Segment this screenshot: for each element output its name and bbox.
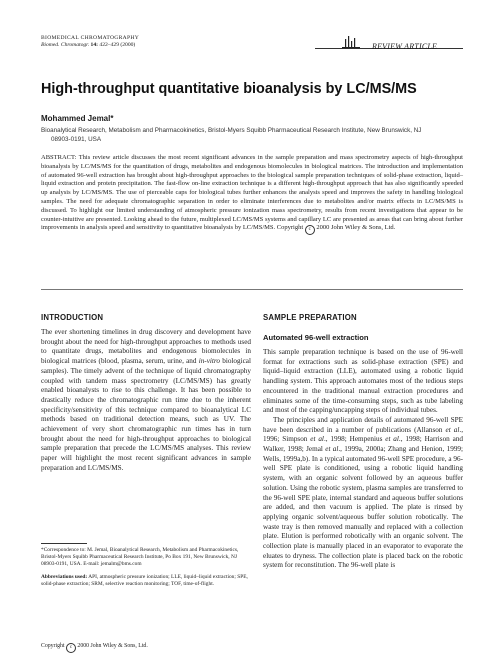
sample-prep-body xyxy=(263,348,463,571)
introduction-paragraph xyxy=(41,328,251,474)
copyright-footer-text: 2000 John Wiley & Sons, Ltd. xyxy=(77,643,148,649)
journal-header xyxy=(41,35,139,49)
sample-prep-paragraph-1: This sample preparation technique is based on the use of 96-well format for extractions such as solid-phase extraction (SPE) and liquid–liquid extraction (LLE), automated using a robotic liquid handling system. This approach automates most of the tedious steps encountered in the traditional manual extraction procedures and eliminates some of the time-consuming steps, such as tube labeling and most of the capping/uncapping steps of individual tubes. xyxy=(263,348,463,415)
affiliation-line-2: 08903-0191, USA xyxy=(51,135,102,143)
correspondence-text: *Correspondence to: M. Jemal, Bioanalytical Research, Metabolism and Pharmacokinetics, Bristol-Myers Squibb Pharmaceutical Research Institute, Po Box 191, New Brunswick, NJ 08903-0191, USA. xyxy=(41,547,239,568)
sp-etal-4: et al xyxy=(325,445,339,454)
intro-text-a: The ever shortening timelines in drug discovery and development have brought about the need for high-throughput approaches to methods used to quantitate drugs, metabolites and endogenous biomolecules in biological matrices (blood, plasma, serum, urine, and xyxy=(41,328,251,366)
sp-etal-2: et al xyxy=(310,435,324,444)
introduction-heading: INTRODUCTION xyxy=(41,313,104,322)
sp-text-d: ., 1998; Harrison and Walker, 1998; Jemal xyxy=(263,435,464,454)
abbreviations-label: Abbreviations used: xyxy=(41,573,88,580)
author-name: Mohammed Jemal* xyxy=(41,114,114,123)
journal-citation xyxy=(41,42,139,49)
sample-prep-heading: SAMPLE PREPARATION xyxy=(263,313,357,322)
sample-prep-subheading: Automated 96-well extraction xyxy=(263,333,369,342)
abbreviations-text: API, atmospheric pressure ionization; LLE, liquid–liquid extraction; SPE, solid-phase extraction; SRM, selective reaction monitoring; TOF, time-of-flight. xyxy=(41,573,248,587)
intro-in-vitro: in-vitro xyxy=(198,357,221,366)
journal-logo-icon xyxy=(342,36,360,49)
paper-title: High-throughput quantitative bioanalysis by LC/MS/MS xyxy=(41,81,417,97)
abstract xyxy=(41,154,463,235)
copyright-word: Copyright xyxy=(41,643,65,649)
abstract-copyright: 2000 John Wiley & Sons, Ltd. xyxy=(316,224,396,232)
citation-volume: 14: xyxy=(90,42,98,48)
sp-text-b: ., 1996; Simpson xyxy=(263,425,463,444)
correspondence-email: E-mail: jemalm@bms.com xyxy=(83,561,142,568)
sp-text-a: The principles and application details of automated 96-well SPE have been described in a number of publications (Allanson xyxy=(263,415,463,434)
section-divider xyxy=(41,289,463,290)
footnotes xyxy=(41,547,251,588)
sample-prep-paragraph-2 xyxy=(263,416,463,571)
introduction-body xyxy=(41,328,251,474)
intro-text-b: biological samples). The timely advent of the technique of liquid chromatography coupled with tandem mass spectrometry (LC/MS/MS) has greatly enabled bioanalysts to rise to this challenge. It has been possible to drastically reduce the chromatographic run time due to the inherent specificity/sensitivity of this technique compared to bioanalytical LC methods based on traditional detection means, such as UV. The achievement of very short chromatographic run times has in turn brought about the need for high-throughput approaches to biological sample preparation that precede the LC/MS/MS analyses. This review paper will highlight the most recent significant advances in sample preparation and LC/MS/MS. xyxy=(41,357,251,472)
affiliation-line-1: Bioanalytical Research, Metabolism and Pharmacokinetics, Bristol-Myers Squibb Pharmaceutical Research Institute, New Brunswick, NJ xyxy=(41,127,422,134)
abbreviations-note xyxy=(41,574,251,588)
copyright-symbol-icon: c xyxy=(66,643,76,653)
copyright-footer xyxy=(41,643,148,653)
abstract-text: ABSTRACT: This review article discusses the most recent significant advances in the sample preparation and mass spectrometry aspects of high-throughput bioanalysis by LC/MS/MS for the quantitation of drugs, metabolites and endogenous biomolecules in biological matrices. The introduction and implementation of automated 96-well extraction has brought about high-throughput approaches to the biological sample preparation techniques of solid-phase extraction, liquid–liquid extraction and protein precipitation. The fast-flow on-line extraction technique is a different high-throughput approach that has also significantly speeded up analysis by LC/MS/MS. The use of pierceable caps for biological tubes further enhances the analysis speed and improves the safety in handling biological samples. The need for adequate chromatographic separation in order to eliminate interferences due to metabolites and/or matrix effects in LC/MS/MS is discussed. To highlight our limited understanding of atmospheric pressure ionization mass spectrometry, results from recent investigations that appear to be counter-intuitive are presented. Looking ahead to the future, multiplexed LC/MS/MS systems and capillary LC are presented as areas that can bring about further improvements in analysis speed and sensitivity to quantitative bioanalysis by LC/MS/MS. Copyright xyxy=(41,154,463,232)
article-type-label: REVIEW ARTICLE xyxy=(372,42,438,51)
citation-pages: 422–429 (2000) xyxy=(99,42,136,48)
citation-journal: Biomed. Chromatogr. xyxy=(41,42,90,48)
sp-text-c: ., 1998; Hempenius xyxy=(323,435,386,444)
sp-etal-1: et al xyxy=(445,425,460,434)
journal-name: BIOMEDICAL CHROMATOGRAPHY xyxy=(41,35,140,41)
copyright-symbol-icon: c xyxy=(305,225,315,235)
author-affiliation xyxy=(41,127,461,144)
sp-etal-3: et al xyxy=(385,435,399,444)
footnote-rule xyxy=(41,543,87,544)
sp-text-e: ., 1999a, 2000a; Zhang and Henion, 1999; Wells, 1999a,b). In a typical automated 96-well SPE procedure, a 96-well SPE plate is conditioned, using a robotic liquid handling system, with an organic solvent followed by an aqueous buffer solution. Using the robotic system, plasma samples are transferred to the 96-well SPE plate, internal standard and aqueous buffer solutions are added, and then vacuum is applied. The plate is rinsed by applying organic solvent/aqueous buffer solution robotically. The waste tray is then removed manually and replaced with a collection plate. Elution is performed robotically with an organic solvent. The collection plate is manually placed in an evaporator to evaporate the eluates to dryness. The collection plate is placed back on the robotic system for reconstitution. The 96-well plate is xyxy=(263,445,464,570)
correspondence-note xyxy=(41,547,251,569)
